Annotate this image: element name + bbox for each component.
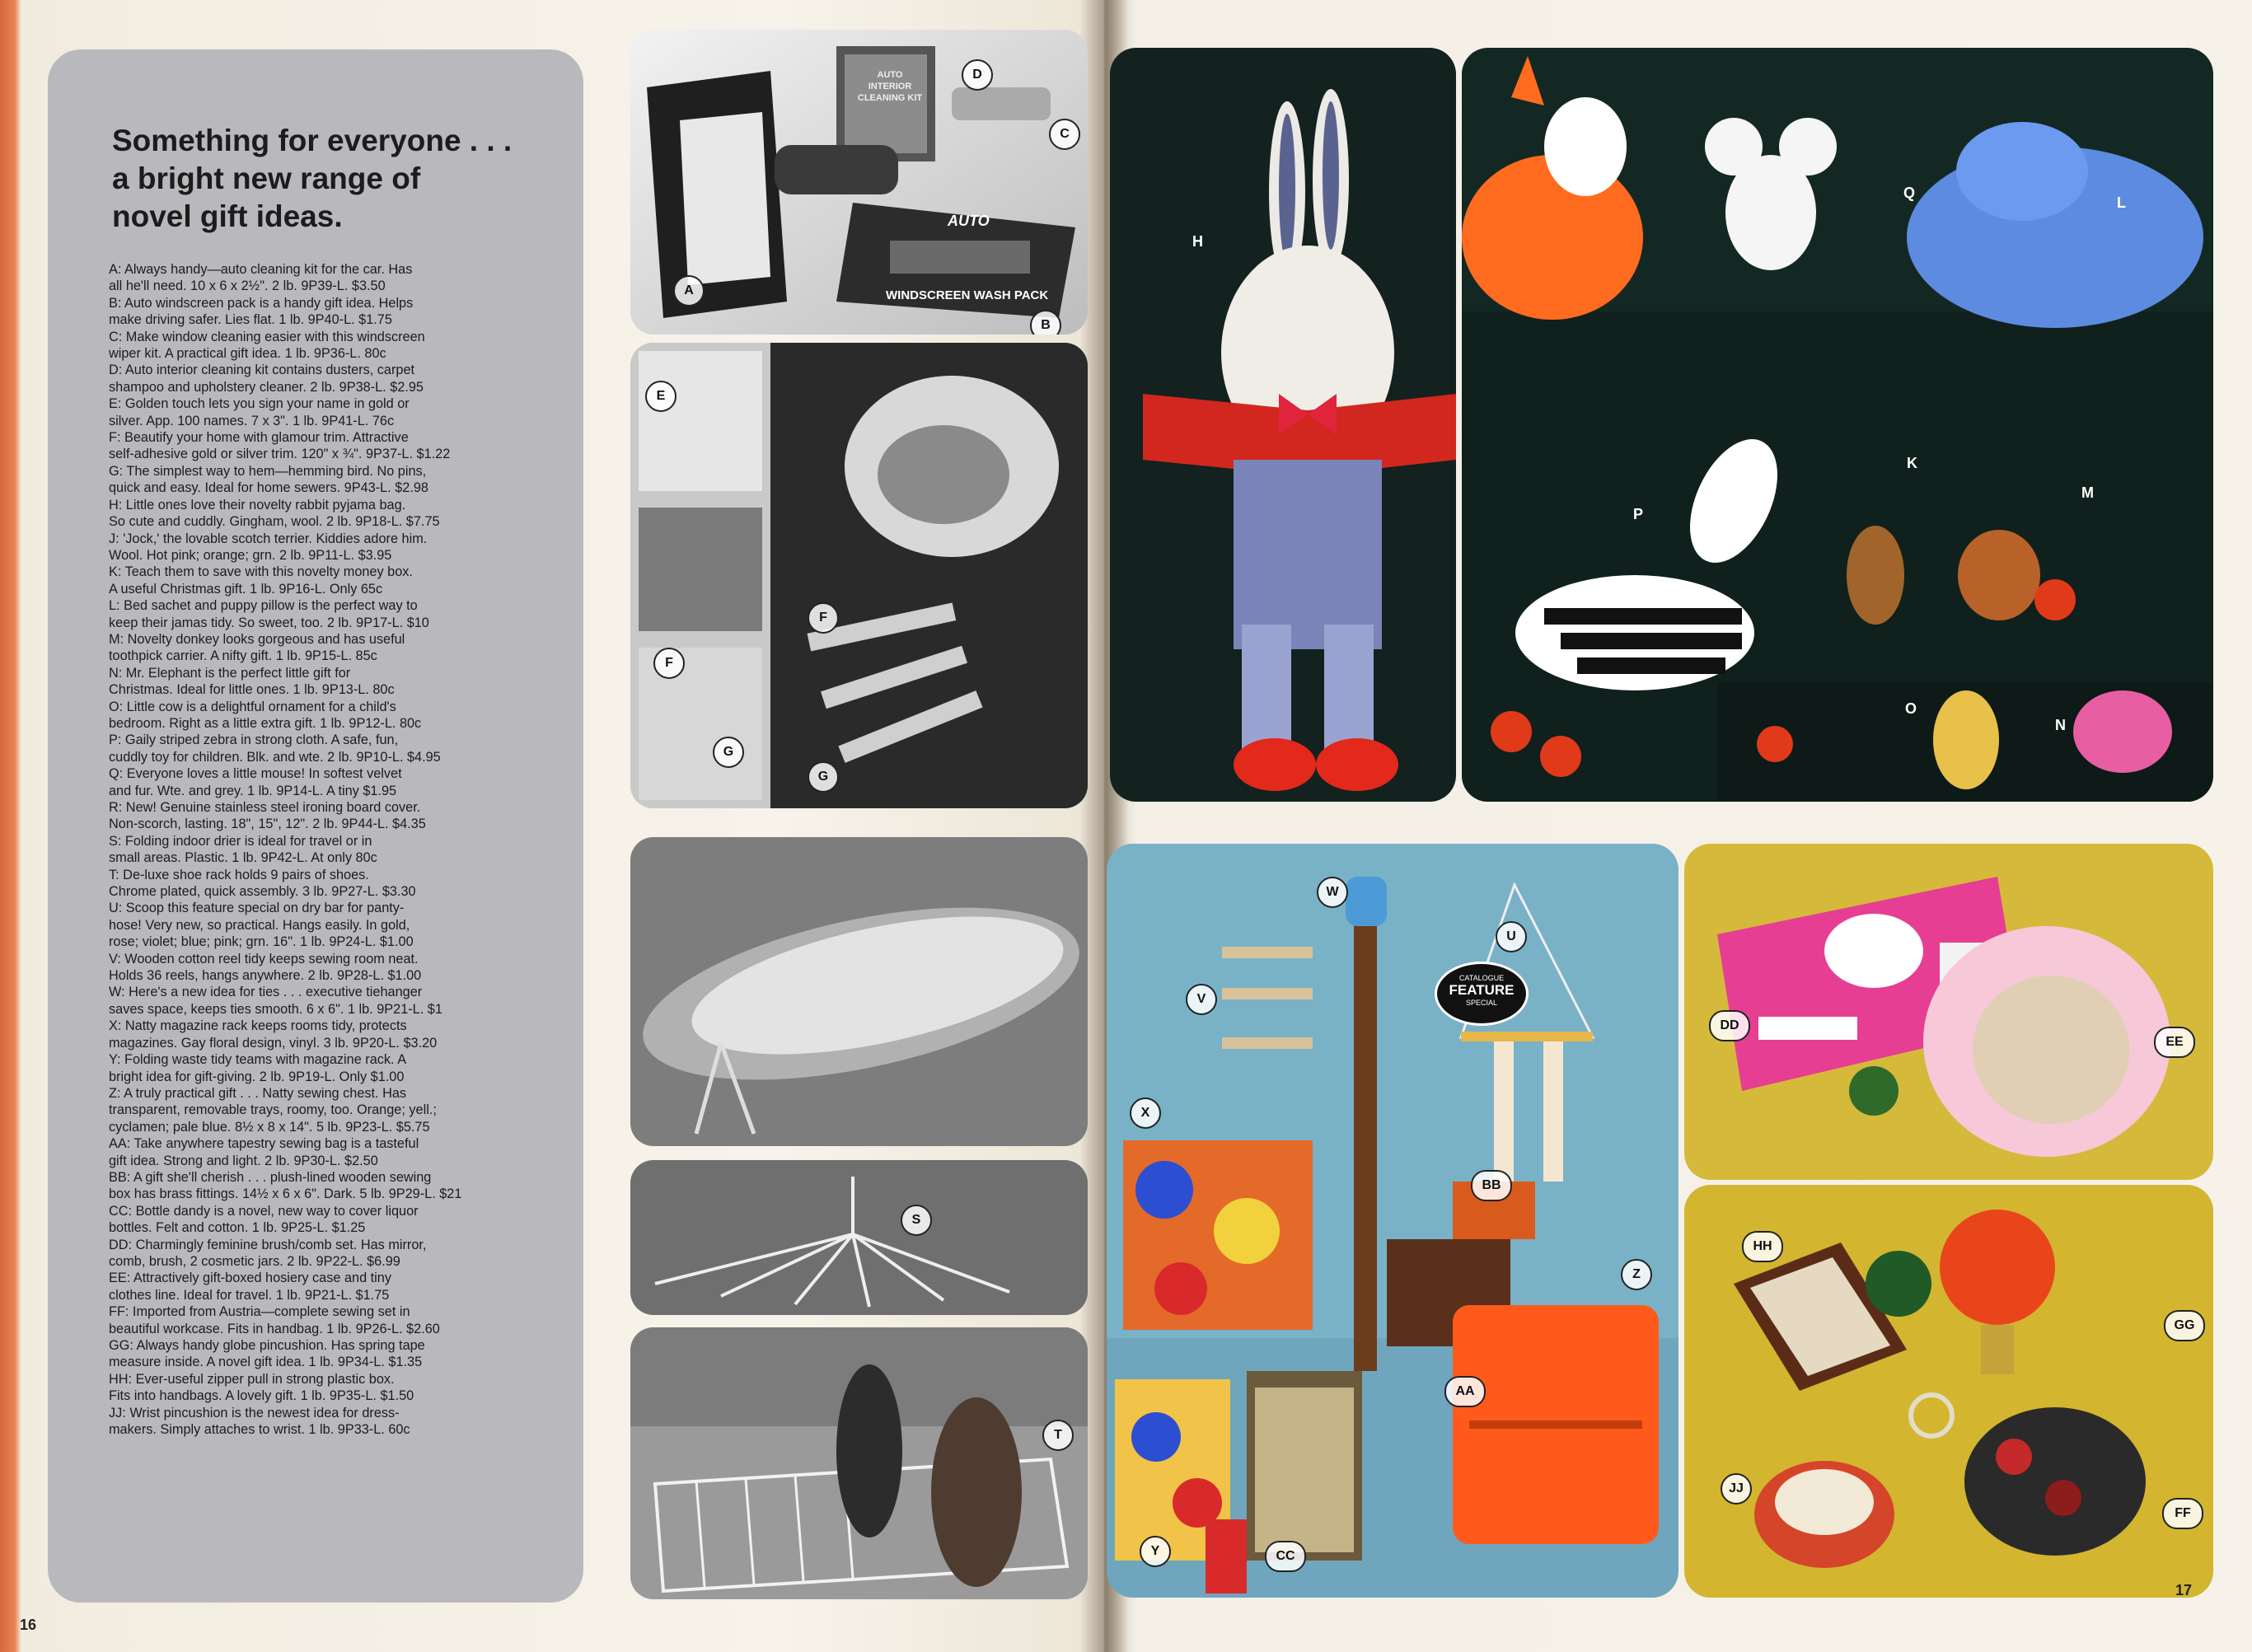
product-description-line: Y: Folding waste tidy teams with magazine rack. A [109, 1052, 407, 1068]
product-description-line: GG: Always handy globe pincushion. Has spring tape [109, 1338, 425, 1353]
label-l: L [2117, 194, 2126, 211]
photo-shoe-rack [630, 1327, 1088, 1599]
label-f-left: F [653, 648, 685, 679]
product-description-line: rose; violet; blue; pink; grn. 16". 1 lb. 9P24-L. $1.00 [109, 934, 414, 950]
product-description-line: hose! Very new, so practical. Hangs easily. In gold, [109, 917, 410, 933]
shoe-rack-image [630, 1327, 1088, 1599]
product-description-line: Q: Everyone loves a little mouse! In softest velvet [109, 766, 402, 782]
label-z: Z [1621, 1259, 1652, 1290]
label-hh: HH [1742, 1231, 1783, 1262]
photo-sewing-room [1107, 844, 1678, 1598]
label-v: V [1186, 984, 1217, 1015]
feature-badge-line-3: SPECIAL [1465, 999, 1498, 1007]
label-cc: CC [1265, 1541, 1306, 1572]
product-description-line: F: Beautify your home with glamour trim. Attractive [109, 430, 409, 446]
headline-line-2: a bright new range of [112, 161, 421, 195]
label-d: D [962, 59, 993, 91]
product-description-line: Christmas. Ideal for little ones. 1 lb. 9P13-L. 80c [109, 682, 395, 698]
product-description-line: CC: Bottle dandy is a novel, new way to cover liquor [109, 1203, 419, 1219]
product-description-line: clothes line. Ideal for travel. 1 lb. 9P21-L. $1.75 [109, 1287, 390, 1303]
product-description-line: silver. App. 100 names. 7 x 3". 1 lb. 9P41-L. 76c [109, 413, 395, 428]
product-description-line: cuddly toy for children. Blk. and wte. 2 lb. 9P10-L. $4.95 [109, 749, 441, 765]
label-t: T [1042, 1420, 1074, 1451]
product-description-line: gift idea. Strong and light. 2 lb. 9P30-L. $2.50 [109, 1153, 378, 1168]
product-description-line: wiper kit. A practical gift idea. 1 lb. 9P36-L. 80c [109, 346, 386, 362]
product-description-line: HH: Ever-useful zipper pull in strong plastic box. [109, 1371, 395, 1387]
product-description-line: C: Make window cleaning easier with this windscreen [109, 329, 425, 344]
feature-badge-line-2: FEATURE [1449, 982, 1515, 998]
product-description-line: and fur. Wte. and grey. 1 lb. 9P14-L. A tiny $1.95 [109, 783, 397, 798]
product-description-line: bottles. Felt and cotton. 1 lb. 9P25-L. $1.25 [109, 1220, 366, 1236]
product-description-line: shampoo and upholstery cleaner. 2 lb. 9P38-L. $2.95 [109, 379, 424, 395]
product-description-line: bright idea for gift-giving. 2 lb. 9P19-L. Only $1.00 [109, 1069, 405, 1084]
product-description-line: B: Auto windscreen pack is a handy gift idea. Helps [109, 295, 414, 311]
product-description-line: bedroom. Right as a little extra gift. 1 lb. 9P12-L. 80c [109, 715, 422, 731]
product-description-line: A: Always handy—auto cleaning kit for the car. Has [109, 262, 413, 277]
label-h: H [1192, 233, 1203, 250]
photo-rabbit [1110, 48, 1456, 802]
label-j: J [1595, 180, 1604, 196]
product-description-line: V: Wooden cotton reel tidy keeps sewing room neat. [109, 951, 419, 966]
product-description-line: AA: Take anywhere tapestry sewing bag is a tasteful [109, 1136, 419, 1152]
catalogue-feature-badge [1435, 962, 1529, 1026]
label-g-right: G [808, 761, 839, 793]
product-description-line: X: Natty magazine rack keeps rooms tidy, protects [109, 1018, 407, 1034]
label-m: M [2081, 484, 2094, 501]
label-p: P [1633, 506, 1644, 522]
label-jj: JJ [1721, 1473, 1752, 1505]
photo-ironing-cover [630, 837, 1088, 1146]
product-description-line: K: Teach them to save with this novelty money box. [109, 564, 413, 580]
sewing-room-image [1107, 844, 1678, 1598]
auto-brand-text: AUTO [948, 213, 990, 229]
windscreen-pack-text: WINDSCREEN WASH PACK [886, 288, 1049, 302]
photo-toys [1462, 48, 2213, 802]
product-description-line: L: Bed sachet and puppy pillow is the perfect way to [109, 598, 418, 614]
label-n: N [2055, 717, 2066, 733]
photo-vanity-set [1684, 844, 2213, 1180]
label-b: B [1030, 310, 1061, 335]
product-description-line: beautiful workcase. Fits in handbag. 1 lb. 9P26-L. $2.60 [109, 1321, 440, 1336]
product-description-line: all he'll need. 10 x 6 x 2½". 2 lb. 9P39-L. $3.50 [109, 278, 386, 294]
label-y: Y [1140, 1536, 1171, 1567]
page-number-left: 16 [20, 1617, 37, 1633]
product-description-line: S: Folding indoor drier is ideal for travel or in [109, 833, 372, 849]
label-k: K [1907, 455, 1917, 471]
headline-line-1: Something for everyone . . . [112, 124, 513, 157]
ironing-cover-image [630, 837, 1088, 1146]
label-e: E [645, 381, 677, 412]
product-description-line: self-adhesive gold or silver trim. 120" x ¾". 9P37-L. $1.22 [109, 447, 451, 462]
product-description-line: cyclamen; pale blue. 8½ x 8 x 14". 5 lb. 9P23-L. $5.75 [109, 1119, 430, 1135]
product-description-line: Fits into handbags. A lovely gift. 1 lb. 9P35-L. $1.50 [109, 1388, 414, 1404]
product-description-line: make driving safer. Lies flat. 1 lb. 9P40-L. $1.75 [109, 312, 392, 328]
product-description-line: comb, brush, 2 cosmetic jars. 2 lb. 9P22-L. $6.99 [109, 1253, 400, 1269]
label-ff: FF [2162, 1498, 2203, 1529]
product-description-line: saves space, keeps ties smooth. 6 x 6". 1 lb. 9P21-L. $1 [109, 1001, 442, 1017]
product-description-line: keep their jamas tidy. So sweet, too. 2 lb. 9P17-L. $10 [109, 615, 429, 630]
page-headline [112, 122, 541, 236]
product-description-line: J: 'Jock,' the lovable scotch terrier. Kiddies adore him. [109, 531, 428, 546]
label-bb: BB [1471, 1170, 1512, 1201]
label-x: X [1130, 1097, 1161, 1129]
product-list [109, 261, 558, 1438]
label-ee: EE [2154, 1027, 2195, 1058]
product-description-line: H: Little ones love their novelty rabbit pyjama bag. [109, 497, 406, 512]
product-description-line: quick and easy. Ideal for home sewers. 9P43-L. $2.98 [109, 480, 428, 496]
product-description-line: M: Novelty donkey looks gorgeous and has useful [109, 631, 405, 647]
product-description-line: Non-scorch, lasting. 18", 15", 12". 2 lb. 9P44-L. $4.35 [109, 817, 426, 832]
rabbit-pyjama-bag-image [1110, 48, 1456, 802]
product-description-line: T: De-luxe shoe rack holds 9 pairs of shoes. [109, 867, 369, 882]
photo-auto-kits [630, 30, 1088, 335]
product-description-line: FF: Imported from Austria—complete sewing set in [109, 1304, 410, 1320]
novelty-toys-image [1462, 48, 2213, 802]
product-description-line: N: Mr. Elephant is the perfect little gift for [109, 665, 351, 681]
product-description-line: So cute and cuddly. Gingham, wool. 2 lb. 9P18-L. $7.75 [109, 514, 440, 530]
product-description-line: D: Auto interior cleaning kit contains dusters, carpet [109, 363, 415, 378]
product-description-line: DD: Charmingly feminine brush/comb set. Has mirror, [109, 1237, 427, 1252]
product-description-line: BB: A gift she'll cherish . . . plush-lined wooden sewing [109, 1169, 432, 1185]
product-description-line: JJ: Wrist pincushion is the newest idea for dress- [109, 1405, 400, 1420]
product-description-line: makers. Simply attaches to wrist. 1 lb. 9P33-L. 60c [109, 1422, 410, 1438]
product-description-line: Holds 36 reels, hangs anywhere. 2 lb. 9P28-L. $1.00 [109, 968, 422, 984]
label-g-left: G [713, 737, 744, 768]
feature-badge-line-1: CATALOGUE [1458, 974, 1505, 982]
photo-sewing-notions [1684, 1185, 2213, 1598]
product-description-line: R: New! Genuine stainless steel ironing board cover. [109, 800, 421, 815]
product-description-line: U: Scoop this feature special on dry bar for panty- [109, 901, 405, 916]
label-aa: AA [1444, 1376, 1486, 1407]
product-description-line: small areas. Plastic. 1 lb. 9P42-L. At only 80c [109, 850, 377, 866]
product-description-line: O: Little cow is a delightful ornament for a child's [109, 699, 396, 714]
product-description-line: E: Golden touch lets you sign your name in gold or [109, 396, 410, 412]
label-u: U [1496, 921, 1527, 952]
product-description-line: Chrome plated, quick assembly. 3 lb. 9P27-L. $3.30 [109, 884, 416, 900]
product-description-line: transparent, removable trays, roomy, too. Orange; yell.; [109, 1102, 437, 1118]
product-description-line: Z: A truly practical gift . . . Natty sewing chest. Has [109, 1085, 407, 1101]
page-number-right: 17 [2175, 1582, 2193, 1598]
product-description-line: G: The simplest way to hem—hemming bird. No pins, [109, 463, 427, 479]
label-q: Q [1903, 185, 1916, 201]
label-s: S [901, 1205, 932, 1236]
headline-line-3: novel gift ideas. [112, 199, 343, 233]
kit-box-text: AUTO INTERIOR CLEANING KIT [857, 70, 923, 103]
label-a: A [673, 275, 705, 307]
vanity-set-image [1684, 844, 2213, 1180]
label-o: O [1905, 700, 1917, 717]
label-dd: DD [1709, 1010, 1750, 1041]
label-gg: GG [2164, 1310, 2205, 1341]
label-w: W [1317, 877, 1348, 908]
trims-image [630, 343, 1088, 808]
bw-photo-column [630, 30, 1088, 1599]
product-description-line: A useful Christmas gift. 1 lb. 9P16-L. Only 65c [109, 581, 383, 597]
product-description-line: Wool. Hot pink; orange; grn. 2 lb. 9P11-L. $3.95 [109, 547, 392, 563]
product-description-line: measure inside. A novel gift idea. 1 lb. 9P34-L. $1.35 [109, 1355, 423, 1370]
product-description-line: magazines. Gay floral design, vinyl. 3 lb. 9P20-L. $3.20 [109, 1035, 438, 1051]
product-description-line: EE: Attractively gift-boxed hosiery case and tiny [109, 1271, 391, 1286]
photo-drier [630, 1160, 1088, 1315]
drier-image [630, 1160, 1088, 1315]
product-description-line: box has brass fittings. 14½ x 6 x 6". Dark. 5 lb. 9P29-L. $21 [109, 1186, 462, 1202]
photo-trims [630, 343, 1088, 808]
label-c: C [1049, 119, 1080, 150]
label-f-right: F [808, 602, 839, 634]
product-description-line: toothpick carrier. A nifty gift. 1 lb. 9P15-L. 85c [109, 648, 377, 664]
product-description-line: P: Gaily striped zebra in strong cloth. A safe, fun, [109, 732, 399, 748]
product-description-line: W: Here's a new idea for ties . . . executive tiehanger [109, 985, 423, 1000]
